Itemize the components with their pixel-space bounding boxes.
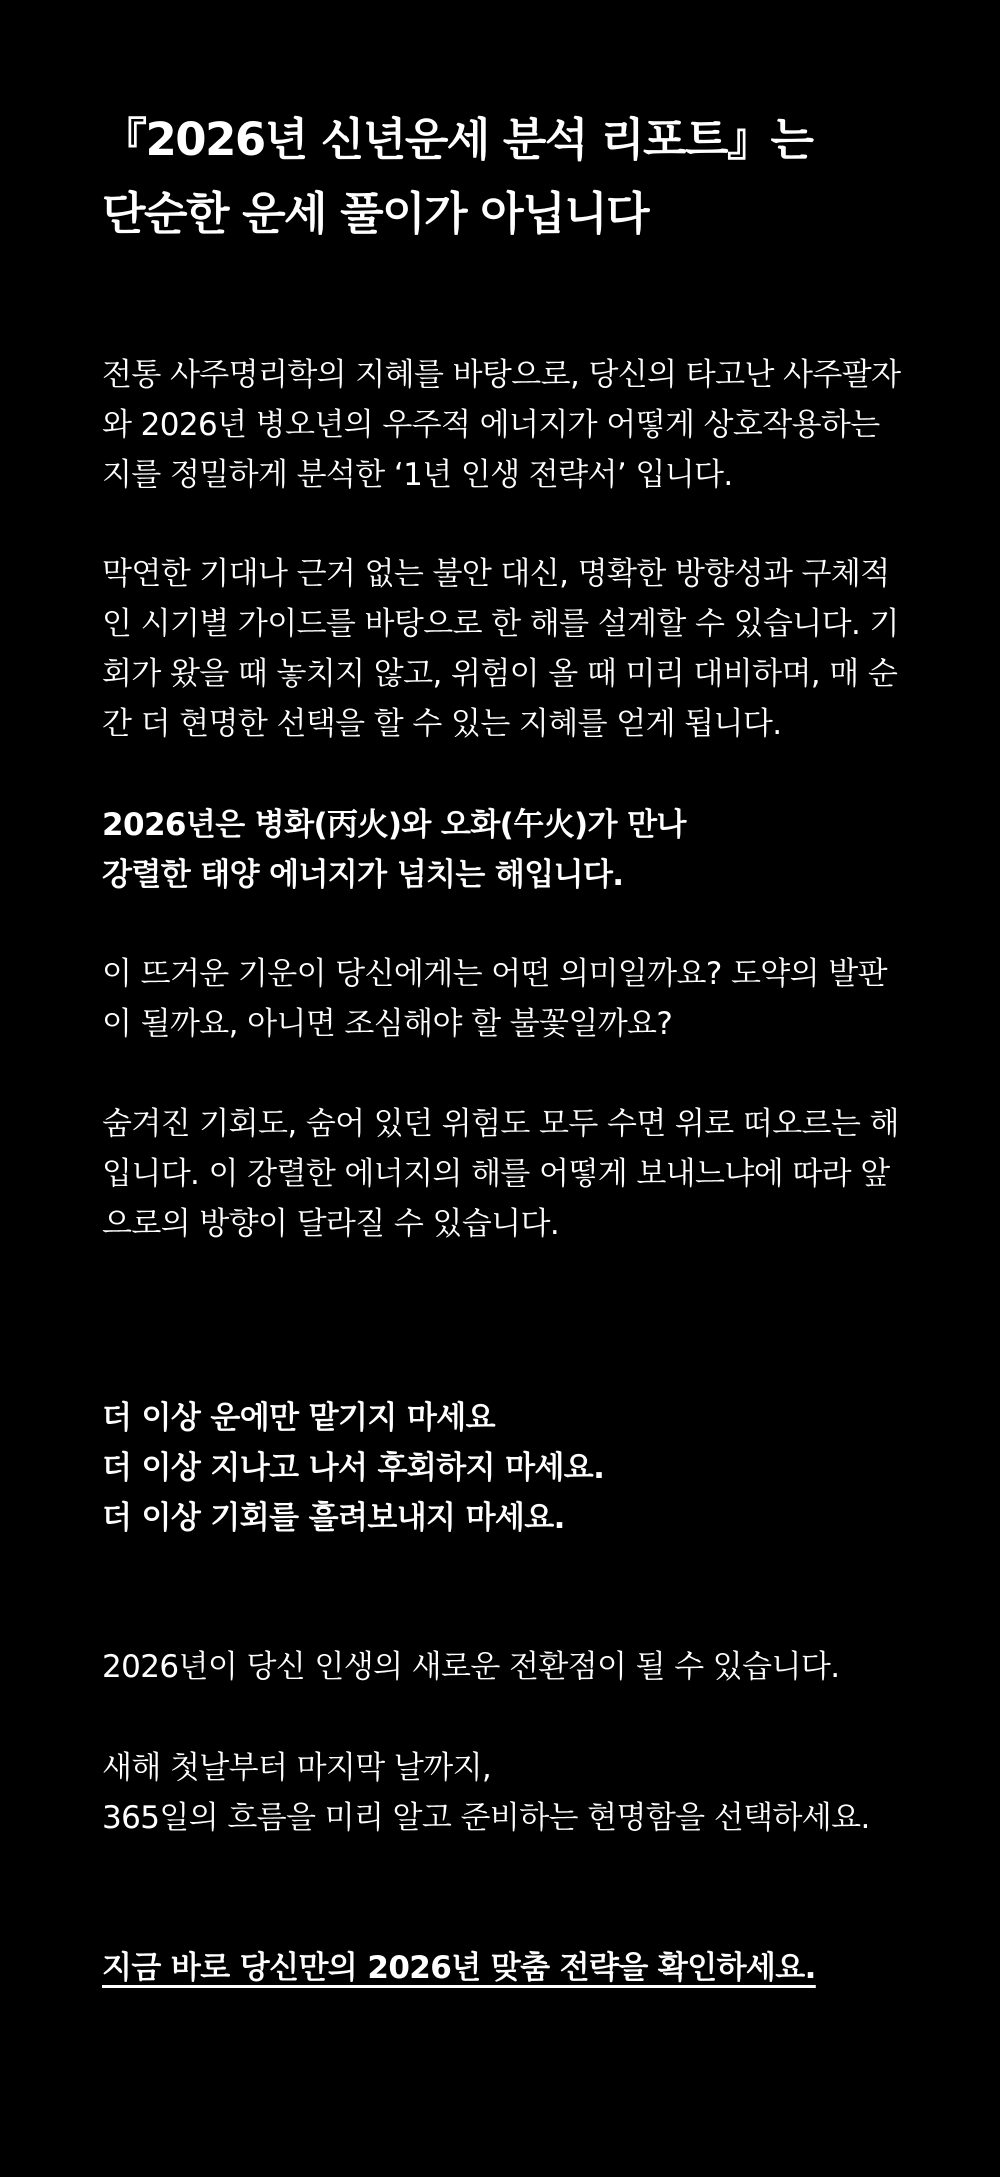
- text-line: 이 될까요, 아니면 조심해야 할 불꽃일까요?: [102, 1006, 673, 1042]
- text-line: 2026년은 병화(丙火)와 오화(午火)가 만나: [102, 807, 686, 843]
- no-more-callout: [102, 1393, 604, 1543]
- text-line: 더 이상 운에만 맡기지 마세요: [102, 1400, 495, 1436]
- text-line: 입니다. 이 강렬한 에너지의 해를 어떻게 보내느냐에 따라 앞: [102, 1156, 890, 1192]
- text-line: 막연한 기대나 근거 없는 불안 대신, 명확한 방향성과 구체적: [102, 556, 890, 592]
- text-line: 강렬한 태양 에너지가 넘치는 해입니다.: [102, 857, 624, 893]
- intro-paragraph: [102, 350, 900, 500]
- text-line: 와 2026년 병오년의 우주적 에너지가 어떻게 상호작용하는: [102, 407, 880, 443]
- text-line: 전통 사주명리학의 지혜를 바탕으로, 당신의 타고난 사주팔자: [102, 357, 901, 393]
- text-line: 지를 정밀하게 분석한 ‘1년 인생 전략서’ 입니다.: [102, 457, 733, 493]
- text-line: 새해 첫날부터 마지막 날까지,: [102, 1750, 492, 1786]
- yearlong-paragraph: [102, 1743, 870, 1843]
- page-title: [102, 103, 812, 251]
- text-line: 더 이상 기회를 흘려보내지 마세요.: [102, 1500, 565, 1536]
- text-line: 으로의 방향이 달라질 수 있습니다.: [102, 1206, 560, 1242]
- guide-paragraph: [102, 549, 899, 749]
- text-line: 숨겨진 기회도, 숨어 있던 위험도 모두 수면 위로 떠오르는 해: [102, 1106, 899, 1142]
- question-paragraph: [102, 949, 887, 1049]
- text-line: 인 시기별 가이드를 바탕으로 한 해를 설계할 수 있습니다. 기: [102, 606, 899, 642]
- cta-container: [102, 1943, 816, 1993]
- text-line: 회가 왔을 때 놓치지 않고, 위험이 올 때 미리 대비하며, 매 순: [102, 656, 898, 692]
- hidden-paragraph: [102, 1099, 899, 1249]
- text-line: 2026년이 당신 인생의 새로운 전환점이 될 수 있습니다.: [102, 1649, 840, 1685]
- text-line: 365일의 흐름을 미리 알고 준비하는 현명함을 선택하세요.: [102, 1800, 870, 1836]
- cta-link[interactable]: 지금 바로 당신만의 2026년 맞춤 전략을 확인하세요.: [102, 1950, 816, 1986]
- energy-highlight: [102, 800, 686, 900]
- turning-point-text: [102, 1642, 839, 1692]
- title-line: 『2026년 신년운세 분석 리포트』는: [102, 113, 813, 166]
- text-line: 간 더 현명한 선택을 할 수 있는 지혜를 얻게 됩니다.: [102, 706, 782, 742]
- text-line: 더 이상 지나고 나서 후회하지 마세요.: [102, 1450, 605, 1486]
- title-line: 단순한 운세 풀이가 아닙니다: [102, 187, 649, 240]
- text-line: 이 뜨거운 기운이 당신에게는 어떤 의미일까요? 도약의 발판: [102, 956, 887, 992]
